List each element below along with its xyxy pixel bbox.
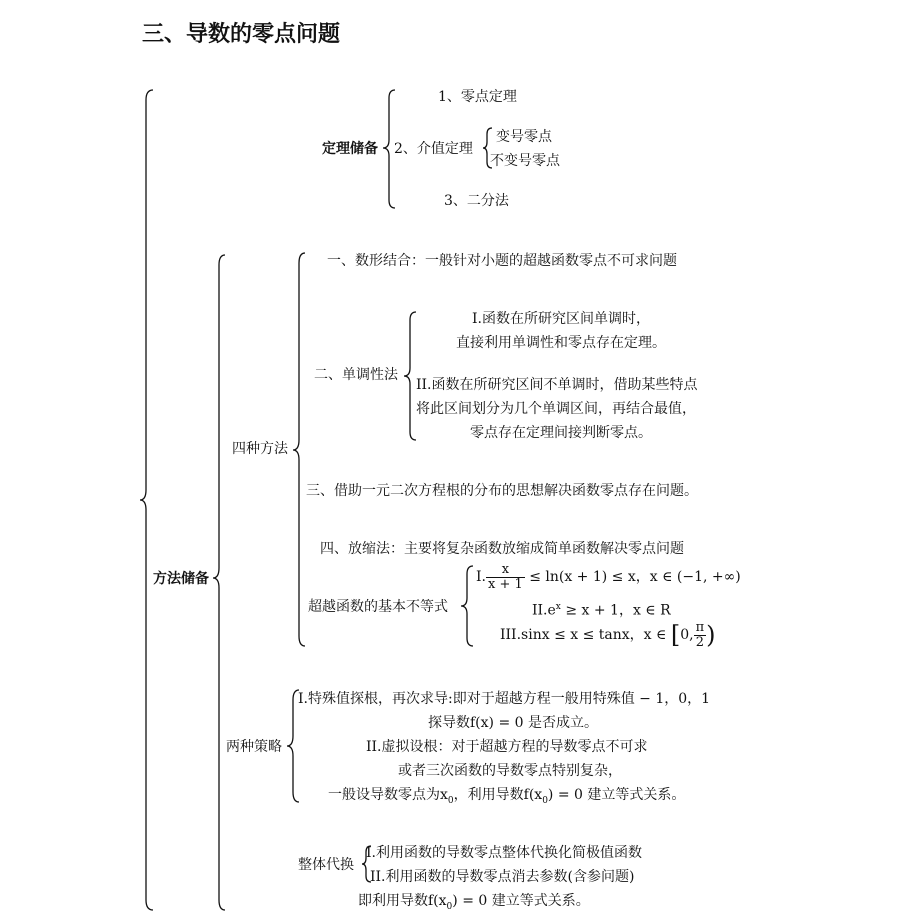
inequality-1: I. $\frac{x}{x + 1}$ ≤ ln(x + 1) ≤ x，x ∈ (−1, +∞): [476, 561, 741, 592]
four-methods-label: 四种方法: [232, 441, 288, 457]
method-2-label: 二、单调性法: [314, 367, 398, 383]
strategy-1-line-2: 探导数f(x) = 0 是否成立。: [428, 715, 598, 731]
theory-item-2-sub-2: 不变号零点: [490, 153, 560, 169]
method-label: 方法储备: [153, 571, 209, 587]
theory-label: 定理储备: [322, 141, 378, 157]
brace-four-methods: [293, 253, 305, 646]
strategy-1-line-1: I.特殊值探根，再次求导:即对于超越方程一般用特殊值 − 1，0，1: [298, 691, 711, 707]
method-2-b-line-2: 将此区间划分为几个单调区间，再结合最值，: [416, 401, 696, 417]
whole-sub-2: II.利用函数的导数零点消去参数(含参问题): [370, 869, 635, 885]
method-1: 一、数形结合：一般针对小题的超越函数零点不可求问题: [327, 253, 677, 269]
method-2-a-line-1: I.函数在所研究区间单调时，: [472, 311, 650, 327]
method-2-b-line-1: II.函数在所研究区间不单调时，借助某些特点: [416, 377, 698, 393]
brace-method: [213, 255, 225, 910]
whole-sub-1: I.利用函数的导数零点整体代换化简极值函数: [366, 845, 642, 861]
inequality-3-fraction: $\frac{\pi}{2}$: [695, 619, 705, 650]
inequality-label: 超越函数的基本不等式: [308, 599, 448, 615]
method-4: 四、放缩法：主要将复杂函数放缩成简单函数解决零点问题: [320, 541, 684, 557]
whole-sub-3: 即利用导数$f(x_0) = 0$ 建立等式关系。: [358, 893, 590, 912]
inequality-1-fraction: $\frac{x}{x + 1}$: [487, 561, 523, 592]
two-strategies-label: 两种策略: [226, 739, 282, 755]
strategy-2-line-1: II.虚拟设根：对于超越方程的导数零点不可求: [366, 739, 648, 755]
brace-monotonic: [404, 312, 416, 440]
method-3: 三、借助一元二次方程根的分布的思想解决函数零点存在问题。: [306, 483, 698, 499]
page-title: 三、导数的零点问题: [142, 22, 341, 47]
theory-item-3: 3、二分法: [444, 193, 509, 209]
strategy-2-line-3: 一般设导数零点为$x_0$，利用导数$f(x_0) = 0$ 建立等式关系。: [328, 787, 686, 806]
brace-main: [140, 90, 153, 910]
inequality-3: III.sinx ≤ x ≤ tanx，x ∈ [0, $\frac{\pi}{2}$ ): [500, 619, 716, 650]
inequality-2: $II.e^x \ge x + 1$，x ∈ R: [532, 602, 671, 619]
brace-inequality: [461, 566, 473, 646]
theory-item-1: 1、零点定理: [438, 89, 517, 105]
whole-sub-label: 整体代换: [298, 857, 354, 873]
method-2-a-line-2: 直接利用单调性和零点存在定理。: [456, 335, 666, 351]
theory-item-2: 2、介值定理: [394, 141, 473, 157]
strategy-2-line-2: 或者三次函数的导数零点特别复杂，: [398, 763, 622, 779]
method-2-b-line-3: 零点存在定理间接判断零点。: [470, 425, 652, 441]
theory-item-2-sub-1: 变号零点: [496, 129, 552, 145]
